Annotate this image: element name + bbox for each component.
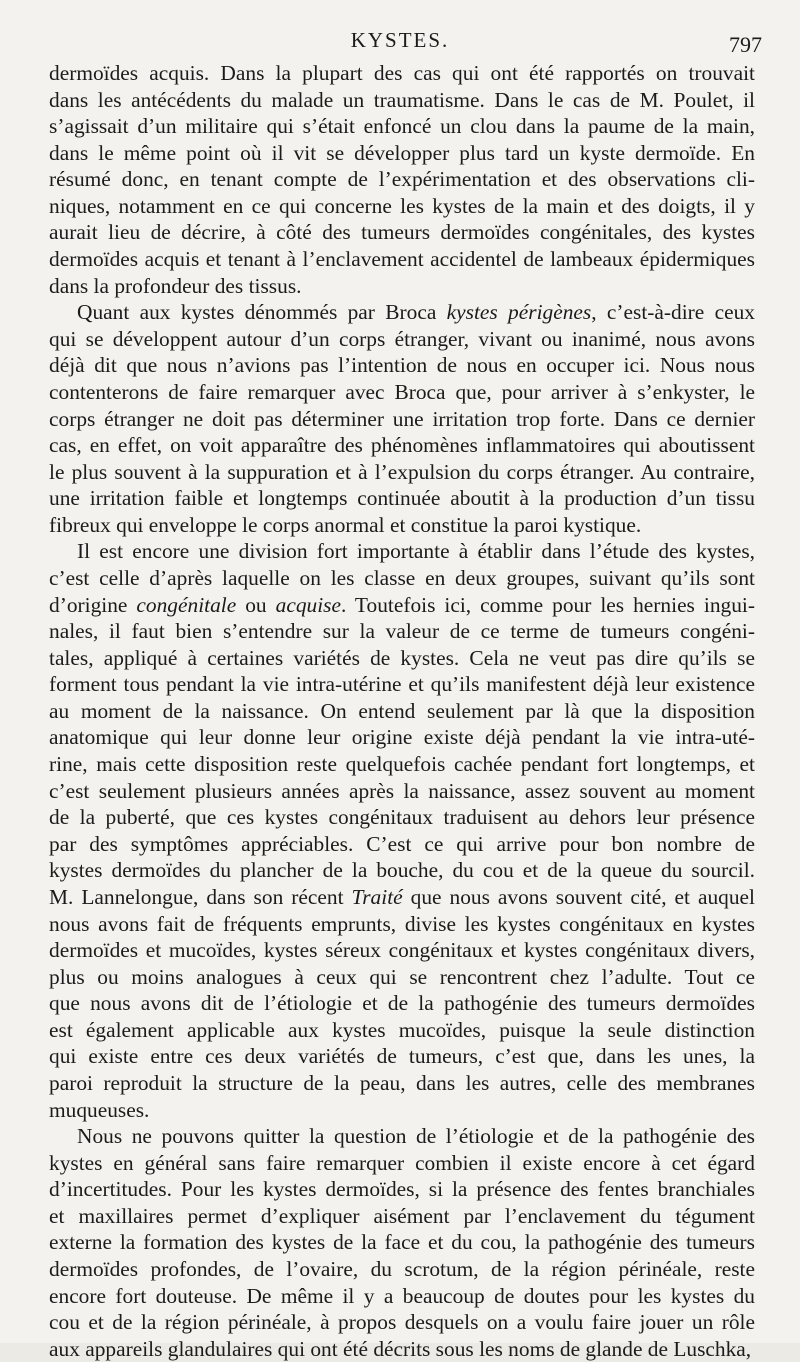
text-segment: déjà dit que nous n’avions pas l’intention de nous en occuper ici. Nous nous: [49, 353, 755, 378]
text-segment: que nous avons souvent cité, et auquel: [402, 884, 755, 909]
text-segment: encore fort douteuse. De même il y a beaucoup de doutes pour les kystes du: [49, 1283, 755, 1308]
italic-term: congénitale: [136, 592, 237, 617]
text-segment: dermoïdes et mucoïdes, kystes séreux congénitaux et kystes congénitaux divers,: [49, 938, 755, 963]
text-line: [49, 724, 755, 751]
paragraph: [49, 299, 755, 538]
text-line: [49, 1017, 755, 1044]
running-title: KYSTES.: [350, 28, 450, 52]
text-segment: et maxillaires permet d’expliquer aisément par l’enclavement du tégument: [49, 1203, 755, 1228]
text-segment: rine, mais cette disposition reste quelquefois cachée pendant fort longtemps, et: [49, 752, 755, 777]
text-segment: dermoïdes acquis. Dans la plupart des cas qui ont été rapportés on trouvait: [49, 61, 755, 85]
text-line: [49, 671, 755, 698]
text-segment: niques, notamment en ce qui concerne les kystes de la main et des doigts, il y: [49, 193, 755, 218]
text-segment: nous avons fait de fréquents emprunts, divise les kystes congénitaux en kystes: [49, 911, 755, 936]
text-segment: kystes en général sans faire remarquer combien il existe encore à cet égard: [49, 1150, 755, 1175]
text-segment: s’agissait d’un militaire qui s’était enfoncé un clou dans la paume de la main,: [49, 114, 755, 139]
text-segment: aux appareils glandulaires qui ont été décrits sous les noms de glande de Luschka,: [49, 1336, 752, 1361]
text-line: [49, 113, 755, 140]
text-segment: le plus souvent à la suppuration et à l’expulsion du corps étranger. Au contraire,: [49, 459, 755, 484]
text-line: [49, 193, 755, 220]
text-segment: résumé donc, en tenant compte de l’expérimentation et des observations cli-: [49, 167, 755, 192]
text-line: [49, 857, 755, 884]
text-line: [49, 884, 755, 911]
text-line: [49, 1256, 755, 1283]
text-segment: nales, il faut bien s’entendre sur la valeur de ce terme de tumeurs congéni-: [49, 619, 755, 644]
page-header: [0, 28, 800, 58]
text-segment: de la puberté, que ces kystes congénitaux traduisent au dehors leur présence: [49, 805, 755, 830]
text-segment: , c’est-à-dire ceux: [591, 300, 755, 325]
text-line: [49, 645, 755, 672]
text-segment: par des symptômes appréciables. C’est ce qui arrive pour bon nombre de: [49, 831, 755, 856]
text-line: [49, 379, 755, 406]
text-segment: est également applicable aux kystes mucoïdes, puisque la seule distinction: [49, 1017, 755, 1042]
paragraph: [49, 538, 755, 1123]
text-line: [49, 1097, 755, 1124]
text-segment: que nous avons dit de l’étiologie et de la pathogénie des tumeurs dermoïdes: [49, 991, 755, 1016]
text-line: [49, 1283, 755, 1310]
text-line: [49, 219, 755, 246]
text-line: [49, 406, 755, 433]
page-number: 797: [729, 32, 762, 57]
text-segment: qui se développent autour d’un corps étranger, vivant ou inanimé, nous avons: [49, 326, 755, 351]
text-segment: d’origine: [49, 592, 137, 617]
text-line: [49, 751, 755, 778]
text-segment: M. Lannelongue, dans son récent: [49, 884, 352, 909]
text-segment: corps étranger ne doit pas déterminer une irritation trop forte. Dans ce dernier: [49, 406, 755, 431]
text-line: [49, 618, 755, 645]
text-segment: paroi reproduit la structure de la peau, dans les autres, celle des membranes: [49, 1070, 755, 1095]
text-line: [49, 778, 755, 805]
text-segment: externe la formation des kystes de la face et du cou, la pathogénie des tumeurs: [49, 1230, 755, 1255]
text-line: [49, 1176, 755, 1203]
text-line: [49, 459, 755, 486]
text-line: [49, 1336, 755, 1362]
text-line: [49, 1229, 755, 1256]
text-line: [49, 990, 755, 1017]
text-line: [49, 1043, 755, 1070]
text-segment: c’est seulement plusieurs années après la naissance, assez souvent au moment: [49, 778, 755, 803]
text-line: [49, 273, 755, 300]
text-segment: muqueuses.: [49, 1097, 150, 1122]
paragraph: [49, 60, 755, 299]
text-segment: d’incertitudes. Pour les kystes dermoïdes, si la présence des fentes branchiales: [49, 1177, 755, 1202]
text-segment: tales, appliqué à certaines variétés de kystes. Cela ne veut pas dire qu’ils se: [49, 645, 755, 670]
text-line: [49, 432, 755, 459]
text-segment: Quant aux kystes dénommés par Broca: [77, 300, 447, 325]
text-segment: au moment de la naissance. On entend seulement par là que la disposition: [49, 698, 755, 723]
text-segment: fibreux qui enveloppe le corps anormal et constitue la paroi kystique.: [49, 512, 642, 537]
text-line: [49, 87, 755, 114]
text-line: [49, 1203, 755, 1230]
text-segment: cou et de la région périnéale, à propos desquels on a voulu faire jouer un rôle: [49, 1310, 755, 1335]
body-text: [49, 60, 755, 1362]
text-line: [49, 964, 755, 991]
text-segment: Nous ne pouvons quitter la question de l’étiologie et de la pathogénie des: [77, 1124, 755, 1149]
text-line: [49, 485, 755, 512]
text-segment: qui existe entre ces deux variétés de tumeurs, c’est que, dans les unes, la: [49, 1044, 755, 1069]
text-line: [49, 60, 755, 87]
text-line: [49, 352, 755, 379]
text-line: [49, 326, 755, 353]
text-segment: plus ou moins analogues à ceux qui se rencontrent chez l’adulte. Tout ce: [49, 964, 755, 989]
text-segment: dermoïdes acquis et tenant à l’enclavement accidentel de lambeaux épidermiques: [49, 247, 755, 272]
text-line: [49, 592, 755, 619]
italic-term: kystes périgènes: [446, 300, 592, 325]
italic-term: Traité: [351, 884, 403, 909]
text-segment: forment tous pendant la vie intra-utérine et qu’ils manifestent déjà leur existence: [49, 672, 755, 697]
text-segment: anatomique qui leur donne leur origine existe déjà pendant la vie intra-uté-: [49, 725, 755, 750]
text-segment: contenterons de faire remarquer avec Broca que, pour arriver à s’enkyster, le: [49, 379, 755, 404]
text-segment: dans le même point où il vit se développer plus tard un kyste dermoïde. En: [49, 140, 755, 165]
text-line: [49, 512, 755, 539]
text-line: [49, 1070, 755, 1097]
text-segment: aurait lieu de décrire, à côté des tumeurs dermoïdes congénitales, des kystes: [49, 220, 755, 245]
text-segment: . Toutefois ici, comme pour les hernies ingui-: [340, 592, 755, 617]
text-segment: ou: [236, 592, 276, 617]
text-segment: Il est encore une division fort importante à établir dans l’étude des kystes,: [77, 539, 755, 564]
text-line: [49, 911, 755, 938]
text-segment: dans les antécédents du malade un traumatisme. Dans le cas de M. Poulet, il: [49, 87, 755, 112]
text-line: [49, 538, 755, 565]
text-segment: kystes dermoïdes du plancher de la bouche, du cou et de la queue du sourcil.: [49, 858, 755, 883]
italic-term: acquise: [275, 592, 341, 617]
text-line: [49, 1123, 755, 1150]
paragraph: [49, 1123, 755, 1362]
text-line: [49, 1150, 755, 1177]
text-segment: une irritation faible et longtemps continuée aboutit à la production d’un tissu: [49, 486, 755, 511]
text-line: [49, 299, 755, 326]
text-line: [49, 246, 755, 273]
text-segment: c’est celle d’après laquelle on les classe en deux groupes, suivant qu’ils sont: [49, 565, 755, 590]
text-line: [49, 140, 755, 167]
text-segment: cas, en effet, on voit apparaître des phénomènes inflammatoires qui aboutissent: [49, 433, 755, 458]
text-line: [49, 1309, 755, 1336]
text-line: [49, 937, 755, 964]
text-line: [49, 565, 755, 592]
text-segment: dermoïdes profondes, de l’ovaire, du scrotum, de la région périnéale, reste: [49, 1257, 755, 1282]
text-segment: dans la profondeur des tissus.: [49, 273, 302, 298]
text-line: [49, 804, 755, 831]
text-line: [49, 698, 755, 725]
text-line: [49, 831, 755, 858]
text-line: [49, 166, 755, 193]
